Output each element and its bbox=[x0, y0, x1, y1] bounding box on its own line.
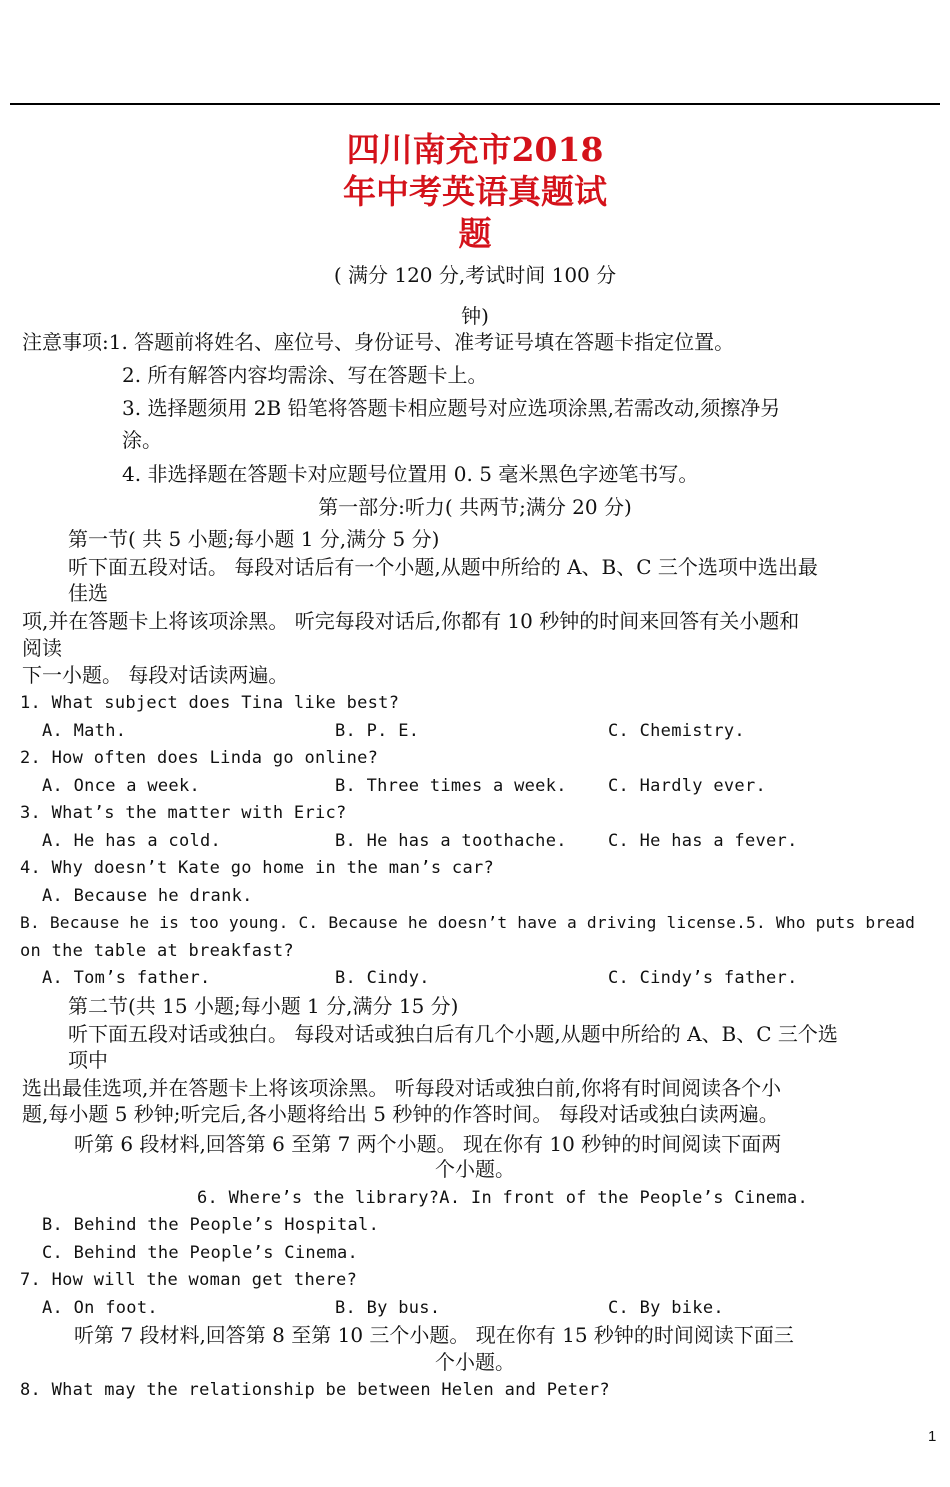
material-6-note: 听第 6 段材料,回答第 6 至第 7 两个小题。 现在你有 10 秒钟的时间阅读下面两 bbox=[74, 1132, 782, 1156]
q7-option-a: A. On foot. bbox=[42, 1298, 158, 1318]
material-7-note: 听第 7 段材料,回答第 8 至第 10 三个小题。 现在你有 15 秒钟的时间阅读下面三 bbox=[74, 1323, 794, 1347]
subtitle-line1: ( 满分 120 分,考试时间 100 分 bbox=[333, 263, 617, 287]
q3-option-b: B. He has a toothache. bbox=[335, 831, 567, 851]
notice-3-cont: 涂。 bbox=[122, 428, 162, 452]
q2-option-c: C. Hardly ever. bbox=[608, 776, 767, 796]
q6-option-b: B. Behind the People’s Hospital. bbox=[42, 1215, 380, 1235]
section2-instructions: 听下面五段对话或独白。 每段对话或独白后有几个小题,从题中所给的 A、B、C 三个选 bbox=[68, 1022, 838, 1046]
question-4: 4. Why doesn’t Kate go home in the man’s car? bbox=[20, 858, 495, 878]
q2-option-a: A. Once a week. bbox=[42, 776, 201, 796]
section2-instructions-cont: 题,每小题 5 秒钟;听完后,各小题将给出 5 秒钟的作答时间。 每段对话或独白读两遍。 bbox=[22, 1102, 779, 1126]
material-7-note-cont: 个小题。 bbox=[435, 1350, 515, 1374]
section1-instructions: 听下面五段对话。 每段对话后有一个小题,从题中所给的 A、B、C 三个选项中选出最 bbox=[68, 555, 818, 579]
question-1: 1. What subject does Tina like best? bbox=[20, 693, 400, 713]
doc-title-line3: 题 bbox=[458, 214, 492, 253]
section1-instructions-cont: 下一小题。 每段对话读两遍。 bbox=[22, 663, 289, 687]
q5-option-b: B. Cindy. bbox=[335, 968, 430, 988]
q6-option-c: C. Behind the People’s Cinema. bbox=[42, 1243, 359, 1263]
q5-option-a: A. Tom’s father. bbox=[42, 968, 211, 988]
section2-heading: 第二节(共 15 小题;每小题 1 分,满分 15 分) bbox=[68, 994, 459, 1018]
question-7: 7. How will the woman get there? bbox=[20, 1270, 358, 1290]
part1-heading: 第一部分:听力( 共两节;满分 20 分) bbox=[318, 495, 632, 519]
q2-option-b: B. Three times a week. bbox=[335, 776, 567, 796]
question-6: 6. Where’s the library?A. In front of the People’s Cinema. bbox=[197, 1188, 809, 1208]
question-8: 8. What may the relationship be between Helen and Peter? bbox=[20, 1380, 610, 1400]
notice-4: 4. 非选择题在答题卡对应题号位置用 0. 5 毫米黑色字迹笔书写。 bbox=[122, 462, 699, 486]
q3-option-c: C. He has a fever. bbox=[608, 831, 798, 851]
q4-options-bc: B. Because he is too young. C. Because he doesn’t have a driving license.5. Who puts bread bbox=[20, 913, 916, 932]
notice-1: 注意事项:1. 答题前将姓名、座位号、身份证号、准考证号填在答题卡指定位置。 bbox=[22, 330, 735, 354]
notice-2: 2. 所有解答内容均需涂、写在答题卡上。 bbox=[122, 363, 488, 387]
material-6-note-cont: 个小题。 bbox=[435, 1157, 515, 1181]
question-5: on the table at breakfast? bbox=[20, 941, 294, 961]
q1-option-c: C. Chemistry. bbox=[608, 721, 745, 741]
header-rule bbox=[10, 103, 940, 105]
q5-option-c: C. Cindy’s father. bbox=[608, 968, 798, 988]
section2-instructions-cont: 选出最佳选项,并在答题卡上将该项涂黑。 听每段对话或独白前,你将有时间阅读各个小 bbox=[22, 1076, 782, 1100]
section2-instructions-cont: 项中 bbox=[68, 1048, 108, 1072]
subtitle-line2: 钟) bbox=[461, 304, 489, 328]
q1-option-b: B. P. E. bbox=[335, 721, 420, 741]
q4-option-a: A. Because he drank. bbox=[42, 886, 253, 906]
question-3: 3. What’s the matter with Eric? bbox=[20, 803, 347, 823]
doc-title-line1: 四川南充市2018 bbox=[346, 130, 604, 169]
section1-instructions-cont: 项,并在答题卡上将该项涂黑。 听完每段对话后,你都有 10 秒钟的时间来回答有关小题和 bbox=[22, 609, 800, 633]
q7-option-c: C. By bike. bbox=[608, 1298, 724, 1318]
section1-instructions-cont: 佳选 bbox=[68, 581, 108, 605]
section1-instructions-cont: 阅读 bbox=[22, 636, 62, 660]
q7-option-b: B. By bus. bbox=[335, 1298, 441, 1318]
q1-option-a: A. Math. bbox=[42, 721, 127, 741]
q3-option-a: A. He has a cold. bbox=[42, 831, 222, 851]
question-2: 2. How often does Linda go online? bbox=[20, 748, 379, 768]
doc-title-line2: 年中考英语真题试 bbox=[343, 172, 607, 211]
page-number: 1 bbox=[928, 1428, 937, 1445]
notice-3: 3. 选择题须用 2B 铅笔将答题卡相应题号对应选项涂黑,若需改动,须擦净另 bbox=[122, 396, 781, 420]
section1-heading: 第一节( 共 5 小题;每小题 1 分,满分 5 分) bbox=[68, 527, 440, 551]
